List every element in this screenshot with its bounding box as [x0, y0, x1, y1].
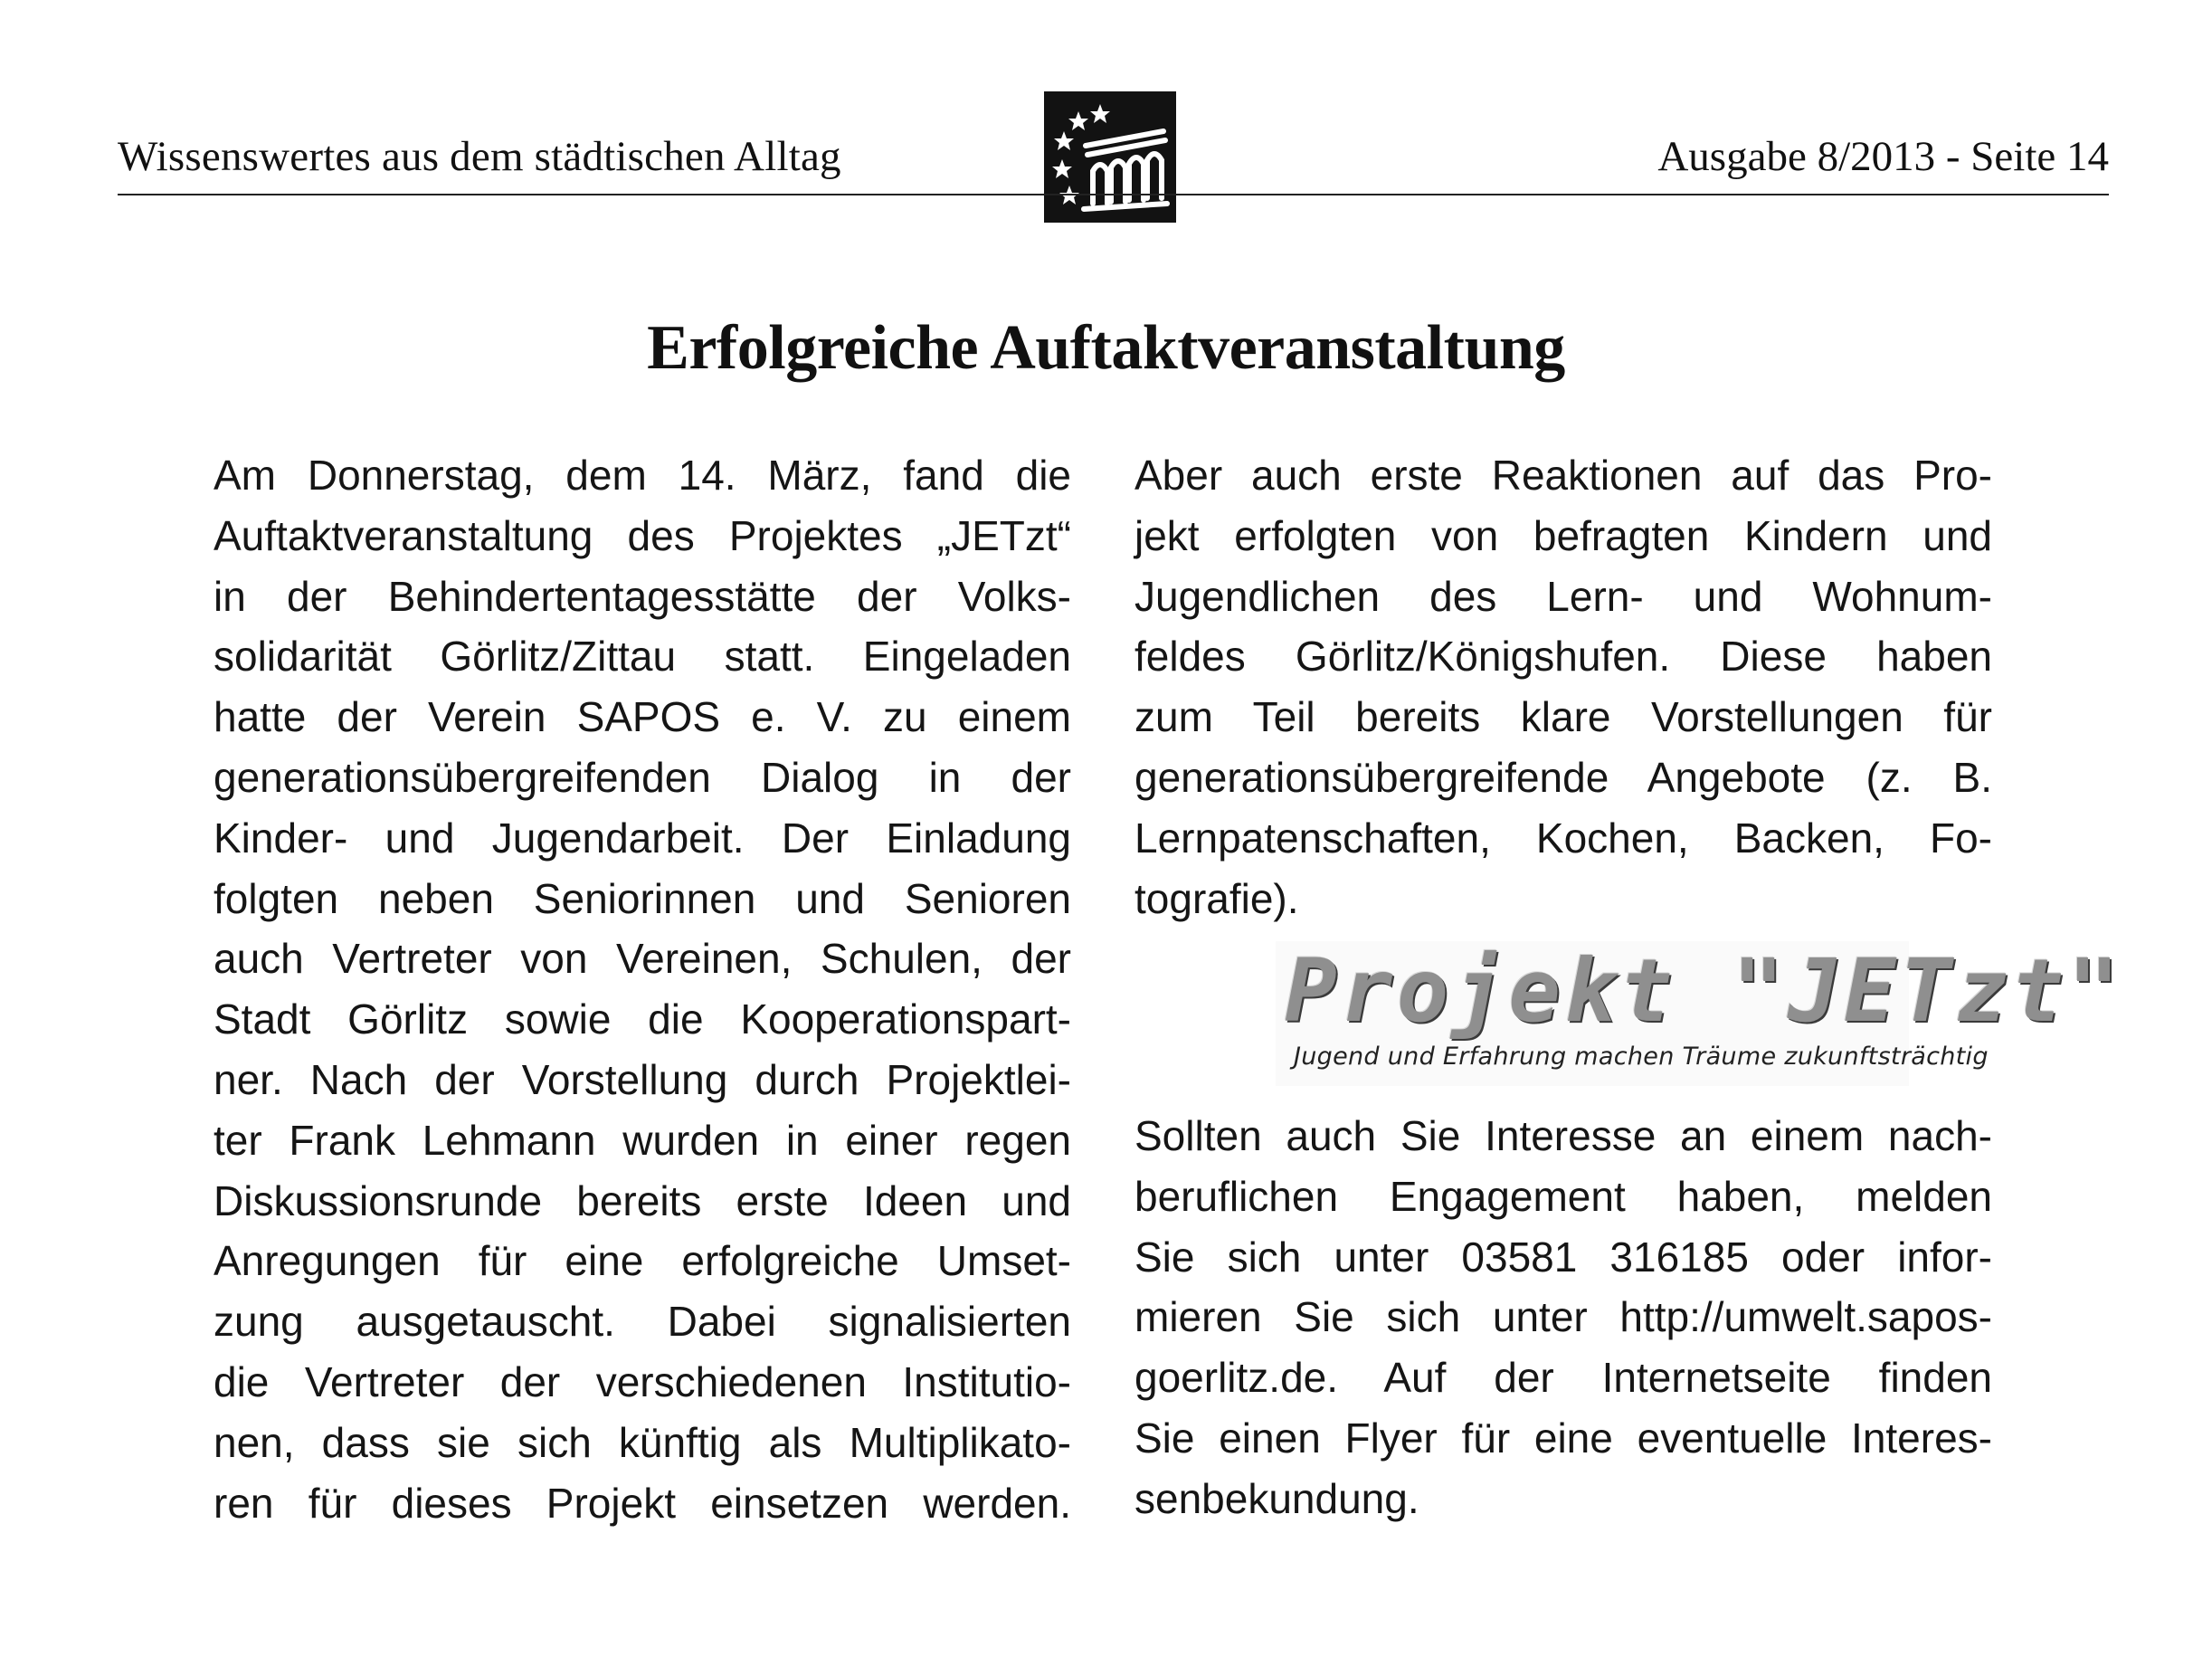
text-line: die Vertreter der verschiedenen Institutio-: [214, 1357, 1071, 1405]
project-logo-title: Projekt "JETzt": [1285, 940, 2123, 1042]
text-line: beruflichen Engagement haben, melden: [1134, 1172, 1992, 1220]
text-line: feldes Görlitz/Königshufen. Diese haben: [1134, 633, 1992, 681]
text-line: ter Frank Lehmann wurden in einer regen: [214, 1116, 1071, 1164]
text-line: jekt erfolgten von befragten Kindern und: [1134, 511, 1992, 559]
town-logo-icon: [1044, 91, 1176, 223]
text-line: Sollten auch Sie Interesse an einem nach-: [1134, 1112, 1992, 1159]
text-line: mieren Sie sich unter http://umwelt.sapos-: [1134, 1293, 1992, 1341]
logo-graphic: [1044, 91, 1176, 223]
text-line: Sie sich unter 03581 316185 oder infor-: [1134, 1233, 1992, 1281]
text-line: nen, dass sie sich künftig als Multiplikato-: [214, 1418, 1071, 1466]
text-line: generationsübergreifende Angebote (z. B.: [1134, 753, 1992, 801]
text-line: folgten neben Seniorinnen und Senioren: [214, 874, 1071, 922]
text-line: Jugendlichen des Lern- und Wohnum-: [1134, 572, 1992, 620]
text-line: Kinder- und Jugendarbeit. Der Einladung: [214, 814, 1071, 862]
text-line: Anregungen für eine erfolgreiche Umset-: [214, 1237, 1071, 1285]
article-column-right-top: [1134, 445, 1992, 928]
text-line: ner. Nach der Vorstellung durch Projektlei-: [214, 1055, 1071, 1103]
text-line: Stadt Görlitz sowie die Kooperationspart-: [214, 995, 1071, 1043]
text-line: Sie einen Flyer für eine eventuelle Interes-: [1134, 1414, 1992, 1462]
text-line: Auftaktveranstaltung des Projektes „JETzt“: [214, 511, 1071, 559]
text-line: zum Teil bereits klare Vorstellungen für: [1134, 693, 1992, 741]
text-line: zung ausgetauscht. Dabei signalisierten: [214, 1298, 1071, 1346]
text-line: tografie).: [1134, 874, 1299, 922]
text-line: solidarität Görlitz/Zittau statt. Eingeladen: [214, 633, 1071, 681]
text-line: goerlitz.de. Auf der Internetseite finden: [1134, 1354, 1992, 1402]
text-line: in der Behindertentagesstätte der Volks-: [214, 572, 1071, 620]
article-title: Erfolgreiche Auftaktveranstaltung: [647, 313, 1565, 383]
text-line: Lernpatenschaften, Kochen, Backen, Fo-: [1134, 814, 1992, 862]
text-line: ren für dieses Projekt einsetzen werden.: [214, 1479, 1071, 1527]
article-column-right-bottom: [1134, 1106, 1992, 1529]
text-line: hatte der Verein SAPOS e. V. zu einem: [214, 693, 1071, 741]
text-line: Aber auch erste Reaktionen auf das Pro-: [1134, 452, 1992, 499]
text-line: Diskussionsrunde bereits erste Ideen und: [214, 1176, 1071, 1224]
text-line: auch Vertreter von Vereinen, Schulen, der: [214, 935, 1071, 983]
header-divider: [118, 194, 2109, 195]
text-line: senbekundung.: [1134, 1474, 1419, 1522]
project-logo-subtitle: Jugend und Erfahrung machen Träume zukunftsträchtig: [1294, 1043, 1989, 1071]
header-section-title: Wissenswertes aus dem städtischen Alltag: [118, 133, 841, 180]
header-issue-page: Ausgabe 8/2013 - Seite 14: [1657, 133, 2109, 180]
article-column-left: [214, 445, 1071, 1533]
text-line: Am Donnerstag, dem 14. März, fand die: [214, 452, 1071, 499]
text-line: generationsübergreifenden Dialog in der: [214, 753, 1071, 801]
project-logo: [1276, 940, 2123, 1086]
